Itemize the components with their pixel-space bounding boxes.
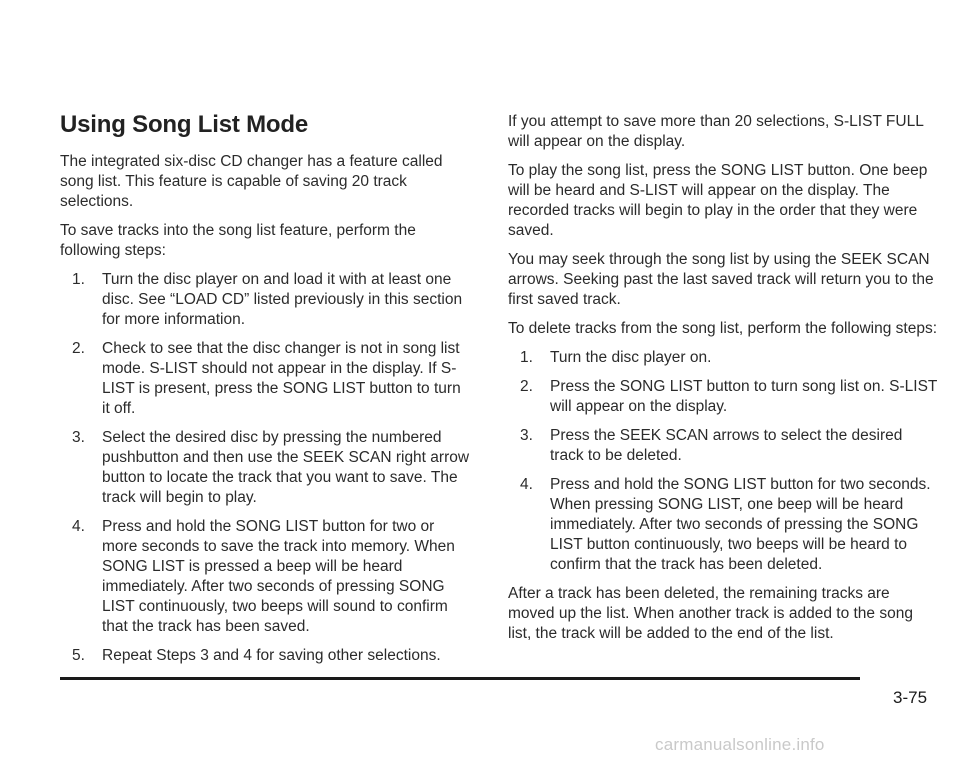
list-item (60, 517, 470, 637)
step-number: 3. (520, 427, 533, 444)
list-item (60, 428, 470, 508)
watermark-text: carmanualsonline.info (655, 735, 825, 754)
step-text: Select the desired disc by pressing the numbered pushbutton and then use the SEEK SCAN right arrow button to locate the track that you want to save. The track will begin to play. (102, 429, 470, 506)
step-text: Check to see that the disc changer is not in song list mode. S-LIST should not appear in the display. If S-LIST is present, press the SONG LIST button to turn it off. (102, 340, 461, 417)
step-number: 3. (72, 429, 85, 446)
footer-rule (60, 677, 860, 680)
step-text: Press and hold the SONG LIST button for two seconds. When pressing SONG LIST, one beep will be heard immediately. After two seconds of pressing the SONG LIST button continuously, two beeps will be heard to confirm that the track has been deleted. (550, 476, 931, 573)
section-heading: Using Song List Mode (60, 111, 308, 138)
save-steps-list (60, 270, 470, 666)
step-number: 5. (72, 647, 85, 664)
list-item (508, 348, 940, 368)
step-number: 1. (72, 271, 85, 288)
list-item (508, 377, 940, 417)
page-number: 3-75 (893, 688, 928, 707)
steps-intro-paragraph: To save tracks into the song list feature, perform the following steps: (60, 222, 416, 259)
step-text: Repeat Steps 3 and 4 for saving other selections. (102, 647, 441, 664)
step-text: Press the SONG LIST button to turn song list on. S-LIST will appear on the display. (550, 378, 938, 415)
step-text: Turn the disc player on. (550, 349, 712, 366)
list-item (60, 270, 470, 330)
left-column (60, 110, 470, 675)
play-song-list-paragraph: To play the song list, press the SONG LIST button. One beep will be heard and S-LIST will appear on the display. The recorded tracks will begin to play in the order that they were saved. (508, 162, 928, 239)
step-number: 4. (72, 518, 85, 535)
right-column (508, 112, 940, 653)
after-delete-paragraph: After a track has been deleted, the remaining tracks are moved up the list. When another track is added to the song list, the track will be added to the end of the list. (508, 585, 913, 642)
step-number: 1. (520, 349, 533, 366)
delete-intro-paragraph: To delete tracks from the song list, perform the following steps: (508, 320, 938, 337)
intro-paragraph: The integrated six-disc CD changer has a feature called song list. This feature is capable of saving 20 track selections. (60, 153, 443, 210)
step-number: 4. (520, 476, 533, 493)
full-warning-paragraph: If you attempt to save more than 20 selections, S-LIST FULL will appear on the display. (508, 113, 924, 150)
delete-steps-list (508, 348, 940, 575)
list-item (508, 426, 940, 466)
step-number: 2. (520, 378, 533, 395)
step-text: Press the SEEK SCAN arrows to select the desired track to be deleted. (550, 427, 903, 464)
list-item (508, 475, 940, 575)
step-number: 2. (72, 340, 85, 357)
seek-paragraph: You may seek through the song list by using the SEEK SCAN arrows. Seeking past the last saved track will return you to the first saved track. (508, 251, 934, 308)
list-item (60, 339, 470, 419)
step-text: Turn the disc player on and load it with at least one disc. See “LOAD CD” listed previously in this section for more information. (102, 271, 463, 328)
step-text: Press and hold the SONG LIST button for two or more seconds to save the track into memory. When SONG LIST is pressed a beep will be heard immediately. After two seconds of pressing SONG LIST continuously, two beeps will sound to confirm that the track has been saved. (102, 518, 455, 635)
list-item (60, 646, 470, 666)
